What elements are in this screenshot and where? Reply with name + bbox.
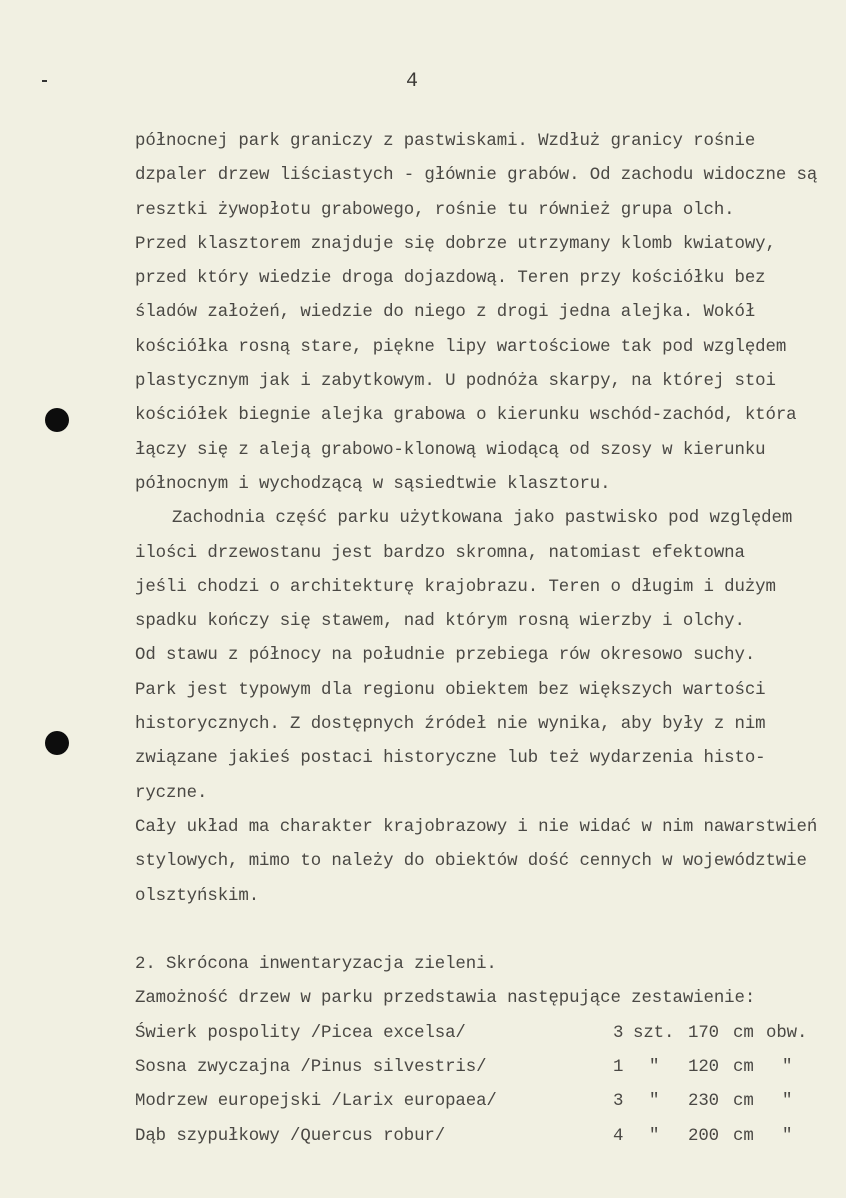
text-line: jeśli chodzi o architekturę krajobrazu. Teren o długim i dużym bbox=[135, 577, 776, 597]
tree-size-unit: cm bbox=[733, 1058, 754, 1078]
text-line: Przed klasztorem znajduje się dobrze utrzymany klomb kwiatowy, bbox=[135, 234, 776, 254]
tree-unit: szt. bbox=[633, 1023, 675, 1043]
tree-row bbox=[135, 1085, 835, 1119]
text-line: Cały układ ma charakter krajobrazowy i nie widać w nim nawarstwień bbox=[135, 817, 818, 837]
tree-name: Sosna zwyczajna /Pinus silvestris/ bbox=[135, 1058, 487, 1078]
document-body bbox=[135, 125, 835, 1154]
text-line: północnym i wychodzącą w sąsiedtwie klasztoru. bbox=[135, 474, 611, 494]
text-line: Od stawu z północy na południe przebiega rów okresowo suchy. bbox=[135, 646, 756, 666]
tree-count: 4 bbox=[613, 1126, 624, 1146]
tree-unit: " bbox=[649, 1092, 660, 1112]
tree-note: " bbox=[782, 1126, 793, 1146]
text-line: północnej park graniczy z pastwiskami. Wzdłuż granicy rośnie bbox=[135, 132, 756, 151]
text-line: przed który wiedzie droga dojazdową. Teren przy kościółku bez bbox=[135, 269, 766, 289]
text-line: Zachodnia część parku użytkowana jako pastwisko pod względem bbox=[172, 509, 793, 529]
tree-row bbox=[135, 1051, 835, 1085]
text-line: kościółek biegnie alejka grabowa o kierunku wschód-zachód, która bbox=[135, 406, 797, 426]
text-line: kościółka rosną stare, piękne lipy wartościowe tak pod względem bbox=[135, 337, 787, 357]
punch-hole bbox=[45, 408, 69, 432]
tree-note: " bbox=[782, 1058, 793, 1078]
text-line: resztki żywopłotu grabowego, rośnie tu również grupa olch. bbox=[135, 200, 735, 220]
text-line: śladów założeń, wiedzie do niego z drogi jedna alejka. Wokół bbox=[135, 303, 756, 323]
tree-size-unit: cm bbox=[733, 1126, 754, 1146]
paragraph-1 bbox=[135, 125, 835, 502]
tree-row bbox=[135, 1017, 835, 1051]
margin-mark bbox=[42, 80, 47, 82]
text-line: dzpaler drzew liściastych - głównie grabów. Od zachodu widoczne są bbox=[135, 166, 818, 186]
tree-size-unit: cm bbox=[733, 1092, 754, 1112]
tree-note: " bbox=[782, 1092, 793, 1112]
text-line: olsztyńskim. bbox=[135, 886, 260, 906]
tree-name: Świerk pospolity /Picea excelsa/ bbox=[135, 1023, 466, 1043]
tree-row bbox=[135, 1120, 835, 1154]
text-line: łączy się z aleją grabowo-klonową wiodącą od szosy w kierunku bbox=[135, 440, 766, 460]
tree-table bbox=[135, 1017, 835, 1154]
section-heading: 2. Skrócona inwentaryzacja zieleni. bbox=[135, 955, 497, 975]
text-line: Park jest typowym dla regionu obiektem bez większych wartości bbox=[135, 680, 766, 700]
paragraph-2 bbox=[135, 502, 835, 914]
tree-count: 3 bbox=[613, 1092, 624, 1112]
tree-name: Dąb szypułkowy /Quercus robur/ bbox=[135, 1126, 446, 1146]
tree-size: 120 bbox=[688, 1058, 720, 1078]
tree-unit: " bbox=[649, 1058, 660, 1078]
tree-note: obw. bbox=[766, 1023, 808, 1043]
text-line: stylowych, mimo to należy do obiektów dość cennych w województwie bbox=[135, 852, 807, 872]
tree-size: 230 bbox=[688, 1092, 720, 1112]
text-line: ryczne. bbox=[135, 783, 208, 803]
text-line: ilości drzewostanu jest bardzo skromna, natomiast efektowna bbox=[135, 543, 745, 563]
tree-count: 1 bbox=[613, 1058, 624, 1078]
text-line: związane jakieś postaci historyczne lub też wydarzenia histo- bbox=[135, 749, 766, 769]
tree-name: Modrzew europejski /Larix europaea/ bbox=[135, 1092, 497, 1112]
text-line: spadku kończy się stawem, nad którym rosną wierzby i olchy. bbox=[135, 612, 745, 632]
page-number: 4 bbox=[406, 70, 419, 93]
tree-count: 3 bbox=[613, 1023, 624, 1043]
tree-unit: " bbox=[649, 1126, 660, 1146]
text-line: plastycznym jak i zabytkowym. U podnóża skarpy, na której stoi bbox=[135, 372, 776, 392]
tree-size: 200 bbox=[688, 1126, 720, 1146]
text-line: historycznych. Z dostępnych źródeł nie wynika, aby były z nim bbox=[135, 715, 766, 735]
tree-size-unit: cm bbox=[733, 1023, 754, 1043]
tree-size: 170 bbox=[688, 1023, 720, 1043]
punch-hole bbox=[45, 731, 69, 755]
section-intro: Zamożność drzew w parku przedstawia następujące zestawienie: bbox=[135, 989, 756, 1009]
